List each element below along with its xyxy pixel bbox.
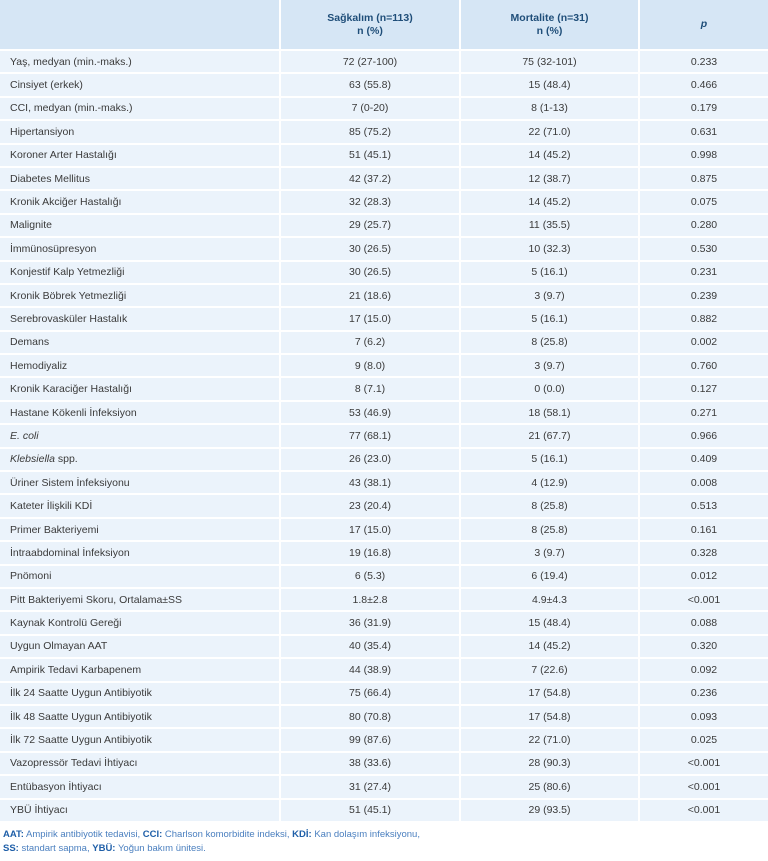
- cell-p-value: 0.236: [639, 682, 768, 705]
- table-row: [0, 284, 768, 307]
- row-label: Hemodiyaliz: [0, 354, 280, 377]
- cell-survival: 99 (87.6): [280, 728, 460, 751]
- cell-survival: 38 (33.6): [280, 752, 460, 775]
- cell-survival: 7 (0-20): [280, 97, 460, 120]
- cell-survival: 36 (31.9): [280, 611, 460, 634]
- cell-mortality: 12 (38.7): [460, 167, 639, 190]
- row-label: Malignite: [0, 214, 280, 237]
- cell-survival: 17 (15.0): [280, 307, 460, 330]
- cell-mortality: 7 (22.6): [460, 658, 639, 681]
- table-row: [0, 307, 768, 330]
- row-label: Pnömoni: [0, 565, 280, 588]
- table-row: [0, 752, 768, 775]
- row-label: İlk 48 Saatte Uygun Antibiyotik: [0, 705, 280, 728]
- row-label: Vazopressör Tedavi İhtiyacı: [0, 752, 280, 775]
- table-row: [0, 518, 768, 541]
- cell-survival: 77 (68.1): [280, 424, 460, 447]
- cell-p-value: 0.008: [639, 471, 768, 494]
- table-row: [0, 565, 768, 588]
- row-label: CCI, medyan (min.-maks.): [0, 97, 280, 120]
- footnote-abbr: SS:: [3, 842, 19, 854]
- cell-mortality: 17 (54.8): [460, 682, 639, 705]
- table-row: [0, 635, 768, 658]
- cell-mortality: 0 (0.0): [460, 377, 639, 400]
- table-row: [0, 377, 768, 400]
- footnote-abbr: KDİ:: [292, 828, 312, 840]
- cell-p-value: 0.233: [639, 50, 768, 73]
- header-survival-title: Sağkalım (n=113): [327, 11, 413, 24]
- table-row: [0, 541, 768, 564]
- cell-p-value: 0.025: [639, 728, 768, 751]
- cell-mortality: 8 (1-13): [460, 97, 639, 120]
- cell-p-value: <0.001: [639, 799, 768, 822]
- row-label: YBÜ İhtiyacı: [0, 799, 280, 822]
- table-row: [0, 705, 768, 728]
- cell-p-value: 0.328: [639, 541, 768, 564]
- table-row: [0, 190, 768, 213]
- cell-survival: 19 (16.8): [280, 541, 460, 564]
- cell-mortality: 14 (45.2): [460, 144, 639, 167]
- cell-survival: 9 (8.0): [280, 354, 460, 377]
- cell-p-value: 0.161: [639, 518, 768, 541]
- cell-survival: 72 (27-100): [280, 50, 460, 73]
- cell-mortality: 21 (67.7): [460, 424, 639, 447]
- cell-p-value: 0.239: [639, 284, 768, 307]
- row-label: Kronik Böbrek Yetmezliği: [0, 284, 280, 307]
- cell-mortality: 75 (32-101): [460, 50, 639, 73]
- footnote-text: Kan dolaşım infeksiyonu,: [311, 828, 420, 840]
- cell-mortality: 28 (90.3): [460, 752, 639, 775]
- cell-mortality: 11 (35.5): [460, 214, 639, 237]
- cell-mortality: 29 (93.5): [460, 799, 639, 822]
- table-header-row: [0, 0, 768, 50]
- header-mortality-unit: n (%): [536, 24, 563, 37]
- cell-survival: 32 (28.3): [280, 190, 460, 213]
- cell-mortality: 3 (9.7): [460, 354, 639, 377]
- table-row: [0, 73, 768, 96]
- row-label: Ampirik Tedavi Karbapenem: [0, 658, 280, 681]
- cell-p-value: <0.001: [639, 588, 768, 611]
- row-label: Demans: [0, 331, 280, 354]
- row-label: Hastane Kökenli İnfeksiyon: [0, 401, 280, 424]
- cell-mortality: 8 (25.8): [460, 331, 639, 354]
- cell-p-value: 0.409: [639, 448, 768, 471]
- footnote-text: Charlson komorbidite indeksi,: [162, 828, 293, 840]
- cell-p-value: 0.875: [639, 167, 768, 190]
- cell-p-value: 0.002: [639, 331, 768, 354]
- cell-p-value: 0.882: [639, 307, 768, 330]
- cell-p-value: 0.012: [639, 565, 768, 588]
- table-row: [0, 120, 768, 143]
- row-label: Uygun Olmayan AAT: [0, 635, 280, 658]
- cell-survival: 6 (5.3): [280, 565, 460, 588]
- table-row: [0, 799, 768, 822]
- table-row: [0, 448, 768, 471]
- cell-p-value: 0.092: [639, 658, 768, 681]
- row-label: Kronik Akciğer Hastalığı: [0, 190, 280, 213]
- cell-survival: 17 (15.0): [280, 518, 460, 541]
- cell-mortality: 22 (71.0): [460, 728, 639, 751]
- footnote-abbr: CCI:: [142, 828, 163, 840]
- cell-survival: 51 (45.1): [280, 799, 460, 822]
- cell-survival: 51 (45.1): [280, 144, 460, 167]
- header-variable: [0, 0, 280, 50]
- cell-survival: 63 (55.8): [280, 73, 460, 96]
- row-label: Hipertansiyon: [0, 120, 280, 143]
- cell-survival: 26 (23.0): [280, 448, 460, 471]
- cell-p-value: 0.088: [639, 611, 768, 634]
- cell-mortality: 25 (80.6): [460, 775, 639, 798]
- table-footnote: [0, 823, 768, 856]
- cell-p-value: 0.513: [639, 494, 768, 517]
- table-row: [0, 588, 768, 611]
- table-row: [0, 50, 768, 73]
- table-row: [0, 682, 768, 705]
- table-row: [0, 775, 768, 798]
- table-row: [0, 331, 768, 354]
- cell-p-value: 0.093: [639, 705, 768, 728]
- cell-p-value: 0.631: [639, 120, 768, 143]
- cell-mortality: 10 (32.3): [460, 237, 639, 260]
- cell-p-value: <0.001: [639, 775, 768, 798]
- footnote-text: Yoğun bakım ünitesi.: [115, 842, 206, 854]
- cell-mortality: 22 (71.0): [460, 120, 639, 143]
- header-survival-unit: n (%): [357, 24, 383, 37]
- cell-mortality: 6 (19.4): [460, 565, 639, 588]
- table-row: [0, 97, 768, 120]
- row-label: Kaynak Kontrolü Gereği: [0, 611, 280, 634]
- row-label: Yaş, medyan (min.-maks.): [0, 50, 280, 73]
- table-row: [0, 728, 768, 751]
- cell-mortality: 3 (9.7): [460, 284, 639, 307]
- row-label: Konjestif Kalp Yetmezliği: [0, 261, 280, 284]
- row-label: Koroner Arter Hastalığı: [0, 144, 280, 167]
- row-label: Kronik Karaciğer Hastalığı: [0, 377, 280, 400]
- footnote-text: standart sapma,: [18, 842, 93, 854]
- row-label: Üriner Sistem İnfeksiyonu: [0, 471, 280, 494]
- table-row: [0, 494, 768, 517]
- cell-survival: 30 (26.5): [280, 237, 460, 260]
- cell-survival: 29 (25.7): [280, 214, 460, 237]
- footnote-abbr: YBÜ:: [92, 842, 116, 854]
- row-label: İlk 72 Saatte Uygun Antibiyotik: [0, 728, 280, 751]
- cell-survival: 80 (70.8): [280, 705, 460, 728]
- row-label: İntraabdominal İnfeksiyon: [0, 541, 280, 564]
- table-body: [0, 50, 768, 822]
- cell-mortality: 8 (25.8): [460, 518, 639, 541]
- cell-mortality: 15 (48.4): [460, 73, 639, 96]
- row-label: Pitt Bakteriyemi Skoru, Ortalama±SS: [0, 588, 280, 611]
- row-label: Kateter İlişkili KDİ: [0, 494, 280, 517]
- cell-mortality: 8 (25.8): [460, 494, 639, 517]
- cell-mortality: 5 (16.1): [460, 307, 639, 330]
- cell-p-value: 0.530: [639, 237, 768, 260]
- cell-p-value: 0.966: [639, 424, 768, 447]
- cell-p-value: 0.179: [639, 97, 768, 120]
- row-label-italic: Klebsiella: [10, 453, 55, 466]
- cell-p-value: 0.998: [639, 144, 768, 167]
- row-label-rest: spp.: [54, 453, 78, 466]
- footnote-abbr: AAT:: [3, 828, 24, 840]
- cell-mortality: 3 (9.7): [460, 541, 639, 564]
- cell-survival: 43 (38.1): [280, 471, 460, 494]
- cell-survival: 30 (26.5): [280, 261, 460, 284]
- footnote-text: Ampirik antibiyotik tedavisi,: [23, 828, 143, 840]
- cell-survival: 1.8±2.8: [280, 588, 460, 611]
- row-label: İmmünosüpresyon: [0, 237, 280, 260]
- cell-mortality: 14 (45.2): [460, 635, 639, 658]
- table-row: [0, 401, 768, 424]
- cell-survival: 8 (7.1): [280, 377, 460, 400]
- row-label: Entübasyon İhtiyacı: [0, 775, 280, 798]
- row-label: Diabetes Mellitus: [0, 167, 280, 190]
- cell-survival: 53 (46.9): [280, 401, 460, 424]
- row-label: Cinsiyet (erkek): [0, 73, 280, 96]
- table-row: [0, 214, 768, 237]
- table-row: [0, 237, 768, 260]
- cell-mortality: 5 (16.1): [460, 448, 639, 471]
- cell-mortality: 5 (16.1): [460, 261, 639, 284]
- table-row: [0, 167, 768, 190]
- cell-survival: 31 (27.4): [280, 775, 460, 798]
- row-label: Primer Bakteriyemi: [0, 518, 280, 541]
- cell-survival: 75 (66.4): [280, 682, 460, 705]
- header-mortality: [460, 0, 639, 50]
- header-survival: [280, 0, 460, 50]
- cell-p-value: 0.127: [639, 377, 768, 400]
- cell-mortality: 14 (45.2): [460, 190, 639, 213]
- cell-survival: 44 (38.9): [280, 658, 460, 681]
- cell-mortality: 4.9±4.3: [460, 588, 639, 611]
- row-label: E. coli: [0, 424, 280, 447]
- cell-p-value: 0.075: [639, 190, 768, 213]
- cell-p-value: 0.271: [639, 401, 768, 424]
- cell-mortality: 15 (48.4): [460, 611, 639, 634]
- cell-p-value: 0.280: [639, 214, 768, 237]
- cell-survival: 40 (35.4): [280, 635, 460, 658]
- table-row: [0, 354, 768, 377]
- row-label: İlk 24 Saatte Uygun Antibiyotik: [0, 682, 280, 705]
- table-row: [0, 424, 768, 447]
- cell-p-value: <0.001: [639, 752, 768, 775]
- cell-survival: 7 (6.2): [280, 331, 460, 354]
- cell-mortality: 17 (54.8): [460, 705, 639, 728]
- cell-p-value: 0.466: [639, 73, 768, 96]
- cell-survival: 42 (37.2): [280, 167, 460, 190]
- table-row: [0, 611, 768, 634]
- cell-p-value: 0.231: [639, 261, 768, 284]
- cell-p-value: 0.320: [639, 635, 768, 658]
- table-row: [0, 658, 768, 681]
- row-label: [0, 448, 280, 471]
- header-p-value: p: [639, 0, 768, 50]
- table-row: [0, 261, 768, 284]
- header-mortality-title: Mortalite (n=31): [510, 11, 589, 24]
- row-label: Serebrovasküler Hastalık: [0, 307, 280, 330]
- table-row: [0, 144, 768, 167]
- cell-mortality: 4 (12.9): [460, 471, 639, 494]
- cell-survival: 23 (20.4): [280, 494, 460, 517]
- cell-survival: 85 (75.2): [280, 120, 460, 143]
- cell-survival: 21 (18.6): [280, 284, 460, 307]
- cell-mortality: 18 (58.1): [460, 401, 639, 424]
- cell-p-value: 0.760: [639, 354, 768, 377]
- table-row: [0, 471, 768, 494]
